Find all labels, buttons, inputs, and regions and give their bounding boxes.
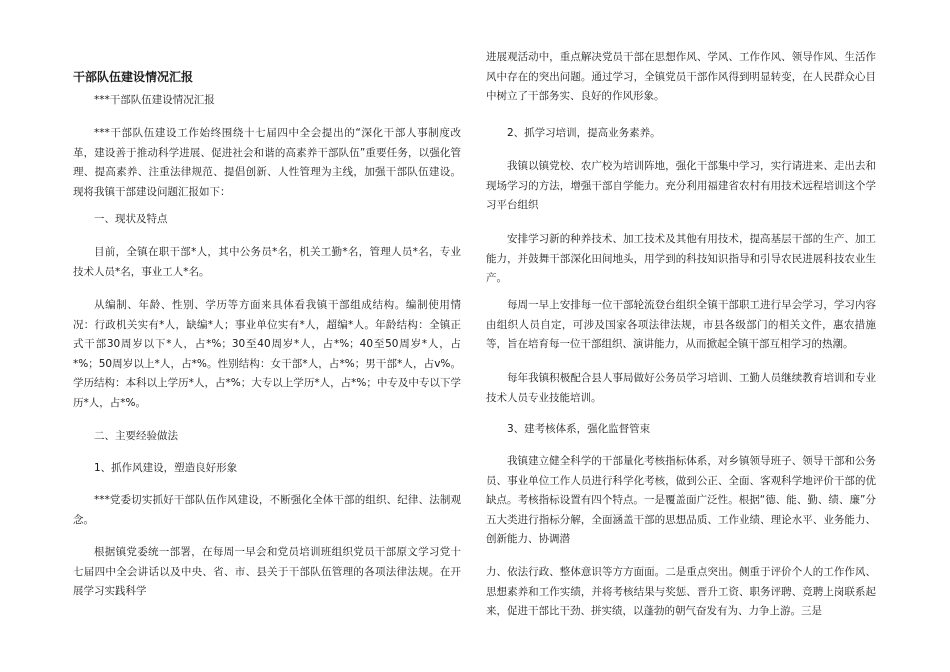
paragraph-subtitle: ***干部队伍建设情况汇报 (94, 94, 215, 106)
document-title: 干部队伍建设情况汇报 (73, 70, 194, 84)
paragraph-intro: ***干部队伍建设工作始终围绕十七届四中全会提出的“深化干部人事制度改革，建设善于推动科学进展、促进社会和谐的高素养干部队伍”重要任务，以强化管理、提高素养、注重法律规范、提倡创新、人性管理为主线，加强干部队伍建设。现将我镇干部建设问题汇报如下： (73, 127, 461, 198)
paragraph-party-committee: ***党委切实抓好干部队伍作风建设，不断强化全体干部的组织、纪律、法制观念。 (73, 494, 461, 526)
subheading-training: 2、抓学习培训，提高业务素养。 (507, 127, 661, 139)
paragraph-staff-count: 目前，全镇在职干部*人，其中公务员*名，机关工勤*名，管理人员*名，专业技术人员*名，事业工人*名。 (73, 246, 461, 278)
subheading-style-building: 1、抓作风建设，塑造良好形象 (94, 462, 238, 474)
section-heading-experience: 二、主要经验做法 (94, 430, 178, 442)
section-heading-status: 一、现状及特点 (94, 213, 168, 225)
paragraph-annual-training: 每年我镇积极配合县人事局做好公务员学习培训、工勤人员继续教育培训和专业技术人员专业技能培训。 (486, 372, 876, 404)
paragraph-structure: 从编制、年龄、性别、学历等方面来具体看我镇干部组成结构。编制使用情况：行政机关实有*人，缺编*人；事业单位实有*人，超编*人。年龄结构：全镇正式干部30周岁以下*人，占*%；30至40周岁*人，占*%；40至50周岁*人，占*%；50周岁以上*人，占*%。性别结构：女干部*人，占*%；男干部*人，占v%。学历结构：本科以上学历*人，占*%；大专以上学历*人，占*%；中专及中专以下学历*人，占*%。 (73, 299, 461, 409)
paragraph-technology: 安排学习新的种养技术、加工技术及其他有用技术，提高基层干部的生产、加工能力，并鼓舞干部深化田间地头，用学到的科技知识指导和引导农民进展科技农业生产。 (486, 233, 876, 284)
paragraph-party-school: 我镇以镇党校、农广校为培训阵地，强化干部集中学习，实行请进来、走出去和现场学习的方法，增强干部自学能力。充分利用福建省农村有用技术远程培训这个学习平台组织 (486, 160, 876, 211)
paragraph-study-plan: 根据镇党委统一部署，在每周一早会和党员培训班组织党员干部原文学习党十七届四中全会讲话以及中央、省、市、县关于干部队伍管理的各项法律法规。在开展学习实践科学 (73, 546, 461, 597)
paragraph-continued: 进展观活动中，重点解决党员干部在思想作风、学风、工作作风、领导作风、生活作风中存在的突出问题。通过学习，全镇党员干部作风得到明显转变，在人民群众心目中树立了干部务实、良好的作风形象。 (486, 51, 876, 102)
paragraph-morning-meeting: 每周一早上安排每一位干部轮流登台组织全镇干部职工进行早会学习，学习内容由组织人员自定，可涉及国家各项法律法规，市县各级部门的相关文件，惠农措施等，旨在培育每一位干部组织、演讲能力，从而掀起全镇干部互相学习的热潮。 (486, 299, 876, 350)
subheading-assessment: 3、建考核体系，强化监督管束 (507, 423, 651, 435)
paragraph-assessment-continued: 力、依法行政、整体意识等方方面面。二是重点突出。侧重于评价个人的工作作风、思想素养和工作实绩，并将考核结果与奖惩、晋升工资、职务评聘、竞聘上岗联系起来，促进干部比干劲、拼实绩，以蓬勃的朝气奋发有为、力争上游。三是 (486, 566, 876, 617)
paragraph-assessment-system: 我镇建立健全科学的干部量化考核指标体系，对乡镇领导班子、领导干部和公务员、事业单位工作人员进行科学化考核，做到公正、全面、客观科学地评价干部的优缺点。考核指标设置有四个特点。一是覆盖面广泛性。根据“德、能、勤、绩、廉”分五大类进行指标分解，全面涵盖干部的思想品质、工作业绩、理论水平、业务能力、创新能力、协调潜 (486, 455, 876, 545)
